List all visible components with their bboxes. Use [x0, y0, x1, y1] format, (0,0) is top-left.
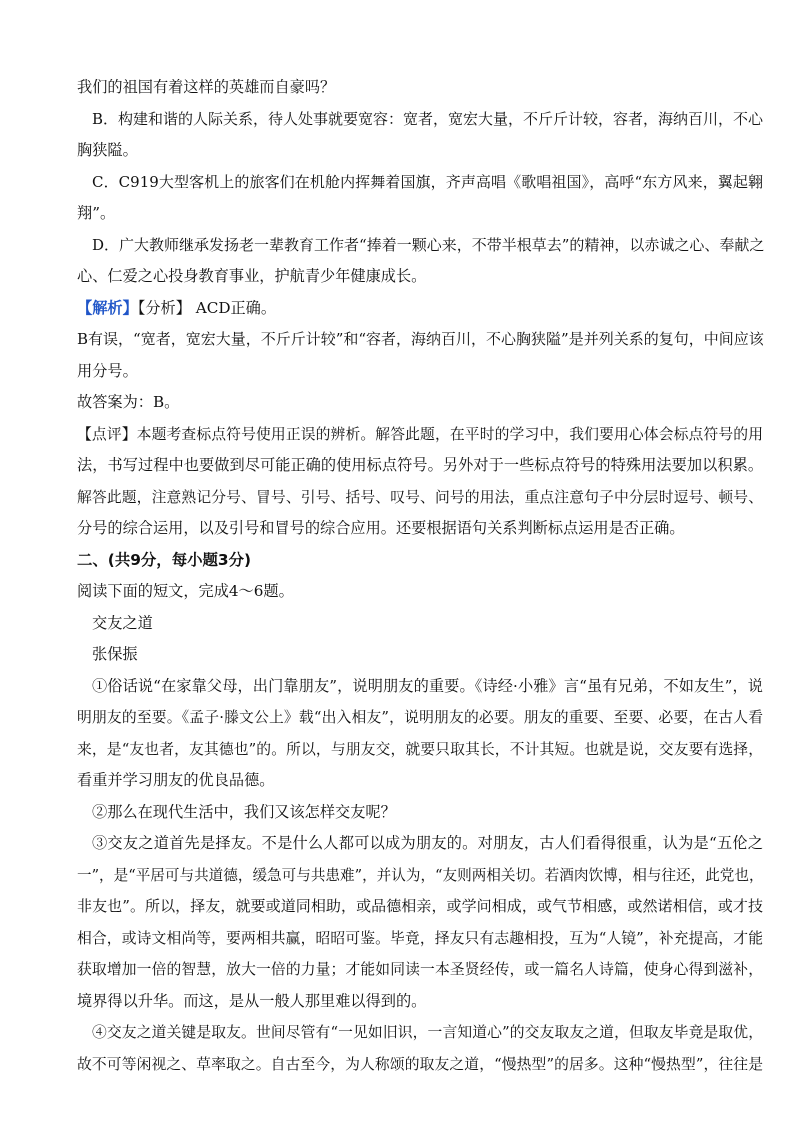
text-line	[77, 954, 763, 986]
text-line	[77, 72, 763, 104]
line-text: 二、(共9分，每小题3分)	[77, 550, 252, 569]
text-line	[77, 167, 763, 199]
text-line	[77, 324, 763, 356]
line-text: 明朋友的至要。《孟子·滕文公上》载“出入相友”，说明朋友的必要。朋友的重要、至要、必要，在古人看	[77, 709, 763, 726]
line-text: 看重并学习朋友的优良品德。	[77, 771, 275, 789]
line-text: 【点评】本题考查标点符号使用正误的辨析。解答此题，在平时的学习中，我们要用心体会标点符号的用	[77, 425, 763, 443]
line-text: ①俗话说“在家靠父母，出门靠朋友”，说明朋友的重要。《诗经·小雅》言“虽有兄弟，不如友生”，说	[92, 676, 763, 695]
line-text: B有误，“宽者，宽宏大量，不斤斤计较”和“容者，海纳百川，不心胸狭隘”是并列关系的复句，中间应该	[77, 330, 764, 348]
text-line	[77, 891, 763, 923]
text-line	[77, 765, 763, 797]
line-text: 我们的祖国有着这样的英雄而自豪吗？	[77, 78, 336, 96]
text-line	[77, 419, 763, 451]
text-line	[77, 923, 763, 955]
text-line	[77, 734, 763, 766]
line-text: 分号的综合运用，以及引号和冒号的综合应用。还要根据语句关系判断标点运用是否正确。	[77, 519, 685, 537]
text-line	[77, 1017, 763, 1049]
text-line	[77, 639, 763, 671]
line-text: 故不可等闲视之、草率取之。自古至今，为人称颂的取友之道，“慢热型”的居多。这种“慢热型”，往往是	[77, 1055, 763, 1073]
line-text: 张保振	[92, 645, 138, 663]
text-line	[77, 702, 763, 734]
line-text: 境界得以升华。而这，是从一般人那里难以得到的。	[77, 991, 427, 1010]
text-line	[77, 104, 763, 136]
line-text: 胸狭隘。	[77, 141, 138, 159]
line-text: 【分析】 ACD正确。	[137, 298, 277, 317]
line-text: D．广大教师继承发扬老一辈教育工作者“捧着一颗心来，不带半根草去”的精神，以赤诚之心、奉献之	[92, 235, 765, 254]
text-line	[77, 1049, 763, 1081]
text-line	[77, 482, 763, 514]
line-text: 用分号。	[77, 361, 138, 380]
line-text: 获取增加一倍的智慧，放大一倍的力量；才能如同读一本圣贤经传，或一篇名人诗篇，使身心得到滋补，	[77, 961, 763, 978]
line-text: ④交友之道关键是取友。世间尽管有“一见如旧识，一言知道心”的交友取友之道，但取友毕竟是取优，	[92, 1024, 763, 1041]
text-line	[77, 860, 763, 892]
line-text: 来，是“友也者，友其德也”的。所以，与朋友交，就要只取其长，不计其短。也就是说，交友要有选择，	[77, 740, 763, 758]
text-line	[77, 261, 763, 293]
line-text: 非友也”。所以，择友，就要或道同相助，或品德相亲，或学问相成，或气节相感，或然诺相信，或才技	[77, 897, 763, 915]
line-text: 一”，是“平居可与共道德，缓急可与共患难”，并认为，“友则两相关切。若酒肉饮博，相与往还，此党也，	[77, 866, 764, 884]
line-text: 心、仁爱之心投身教育事业，护航青少年健康成长。	[77, 267, 427, 285]
line-text: 故答案为：B。	[77, 393, 180, 411]
line-text: ③交友之道首先是择友。不是什么人都可以成为朋友的。对朋友，古人们看得很重，认为是“五伦之	[92, 834, 763, 852]
line-text: 阅读下面的短文，完成4～6题。	[77, 582, 294, 600]
line-text: C．C919大型客机上的旅客们在机舱内挥舞着国旗，齐声高唱《歌唱祖国》，高呼“东方风来，翼起翱	[92, 172, 763, 191]
line-text: 翔”。	[77, 204, 116, 222]
text-line	[77, 450, 763, 482]
text-line	[77, 608, 763, 640]
text-line	[77, 198, 763, 230]
text-line	[77, 387, 763, 419]
document-page	[77, 72, 763, 1080]
text-line	[77, 135, 763, 167]
text-line	[77, 797, 763, 829]
text-line	[77, 513, 763, 545]
line-text: 交友之道	[92, 613, 153, 632]
text-line	[77, 828, 763, 860]
line-text: 法，书写过程中也要做到尽可能正确的使用标点符号。另外对于一些标点符号的特殊用法要加以积累。	[77, 456, 763, 474]
text-line	[77, 230, 763, 262]
line-text: 相合，或诗文相尚等，要两相共赢，昭昭可鉴。毕竟，择友只有志趣相投，互为“人镜”，补充提高，才能	[77, 929, 763, 947]
text-line	[77, 356, 763, 388]
analysis-label: 【解析】	[77, 298, 138, 317]
text-line	[77, 293, 763, 325]
text-line	[77, 986, 763, 1018]
line-text: ②那么在现代生活中，我们又该怎样交友呢？	[92, 802, 396, 821]
section-heading	[77, 545, 763, 577]
text-line	[77, 671, 763, 703]
line-text: B．构建和谐的人际关系，待人处事就要宽容：宽者，宽宏大量，不斤斤计较，容者，海纳百川，不心	[92, 109, 764, 128]
line-text: 解答此题，注意熟记分号、冒号、引号、括号、叹号、问号的用法，重点注意句子中分层时逗号、顿号、	[77, 488, 763, 506]
text-line	[77, 576, 763, 608]
